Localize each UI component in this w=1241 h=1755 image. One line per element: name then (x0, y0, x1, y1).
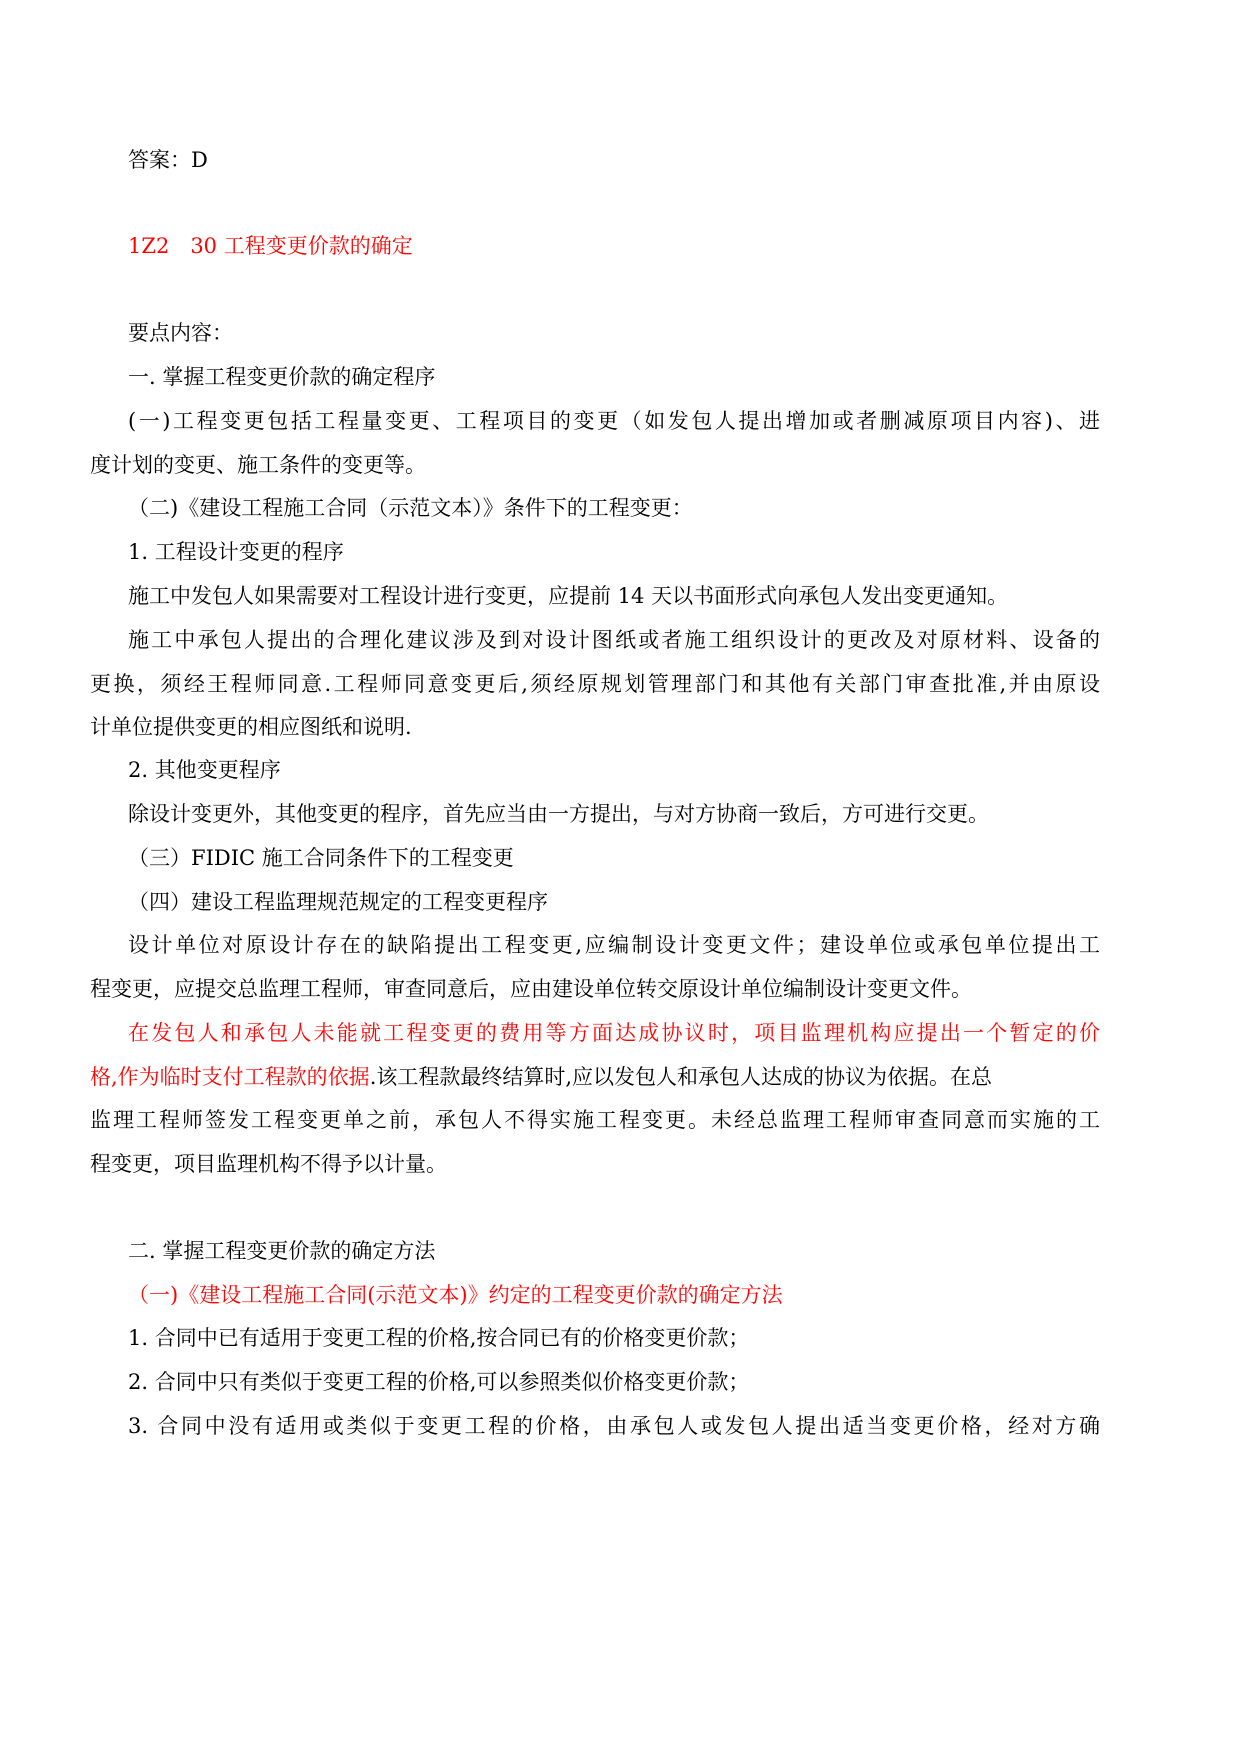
part1-item4-p1-line1: 设计单位对原设计存在的缺陷提出工程变更,应编制设计变更文件；建设单位或承包单位提出工 (128, 933, 1100, 957)
part1-sub2-title: 2. 其他变更程序 (128, 758, 281, 782)
part2-title: 二. 掌握工程变更价款的确定方法 (128, 1239, 436, 1263)
part1-sub1-p2-line1: 施工中承包人提出的合理化建议涉及到对设计图纸或者施工组织设计的更改及对原材料、设备的 (128, 628, 1100, 652)
normal-text: .该工程款最终结算时,应以发包人和承包人达成的协议为依据。在总 (369, 1065, 993, 1089)
part1-item4-p1-line2: 程变更，应提交总监理工程师，审查同意后，应由建设单位转交原设计单位编制设计变更文件。 (90, 977, 972, 1001)
part1-item4-title: （四）建设工程监理规范规定的工程变更程序 (128, 890, 548, 914)
answer-line: 答案：D (128, 148, 208, 172)
part1-sub1-p1: 施工中发包人如果需要对工程设计进行变更，应提前 14 天以书面形式向承包人发出变更通知。 (128, 584, 1009, 608)
part2-item1-title: （一)《建设工程施工合同(示范文本)》约定的工程变更价款的确定方法 (128, 1283, 783, 1307)
part2-rule2: 2. 合同中只有类似于变更工程的价格,可以参照类似价格变更价款； (128, 1370, 750, 1394)
part2-rule3: 3. 合同中没有适用或类似于变更工程的价格，由承包人或发包人提出适当变更价格，经对方确 (128, 1414, 1100, 1438)
part1-sub1-p2-line2: 更换，须经王程师同意.工程师同意变更后,须经原规划管理部门和其他有关部门审查批准,并由原设 (90, 672, 1100, 696)
part1-sub1-p2-line3: 计单位提供变更的相应图纸和说明. (90, 715, 412, 739)
document-page (90, 0, 1100, 1755)
part1-item1-line2: 度计划的变更、施工条件的变更等。 (90, 453, 426, 477)
part1-title: 一. 掌握工程变更价款的确定程序 (128, 365, 436, 389)
part1-sub1-title: 1. 工程设计变更的程序 (128, 540, 344, 564)
part1-item4-p2-line1: 在发包人和承包人未能就工程变更的费用等方面达成协议时，项目监理机构应提出一个暂定的价 (128, 1021, 1100, 1045)
section-heading: 1Z2 30 工程变更价款的确定 (128, 234, 413, 258)
part1-item4-p2-line3: 监理工程师签发工程变更单之前，承包人不得实施工程变更。未经总监理工程师审查同意而实施的工 (90, 1108, 1100, 1132)
part1-item4-p2-line2 (90, 1064, 1100, 1090)
part1-item1-line1: (一)工程变更包括工程量变更、工程项目的变更（如发包人提出增加或者删减原项目内容)、进 (128, 409, 1100, 433)
highlight-text: 格,作为临时支付工程款的依据 (90, 1065, 370, 1089)
part1-item4-p2-line4: 程变更，项目监理机构不得予以计量。 (90, 1152, 447, 1176)
key-points-label: 要点内容： (128, 321, 233, 345)
part1-sub2-p1: 除设计变更外，其他变更的程序，首先应当由一方提出，与对方协商一致后，方可进行交更。 (128, 802, 989, 826)
part1-item2-title: （二)《建设工程施工合同（示范文本）》条件下的工程变更： (128, 496, 693, 520)
part1-item3-title: （三）FIDIC 施工合同条件下的工程变更 (128, 846, 514, 870)
part2-rule1: 1. 合同中已有适用于变更工程的价格,按合同已有的价格变更价款； (128, 1326, 750, 1350)
